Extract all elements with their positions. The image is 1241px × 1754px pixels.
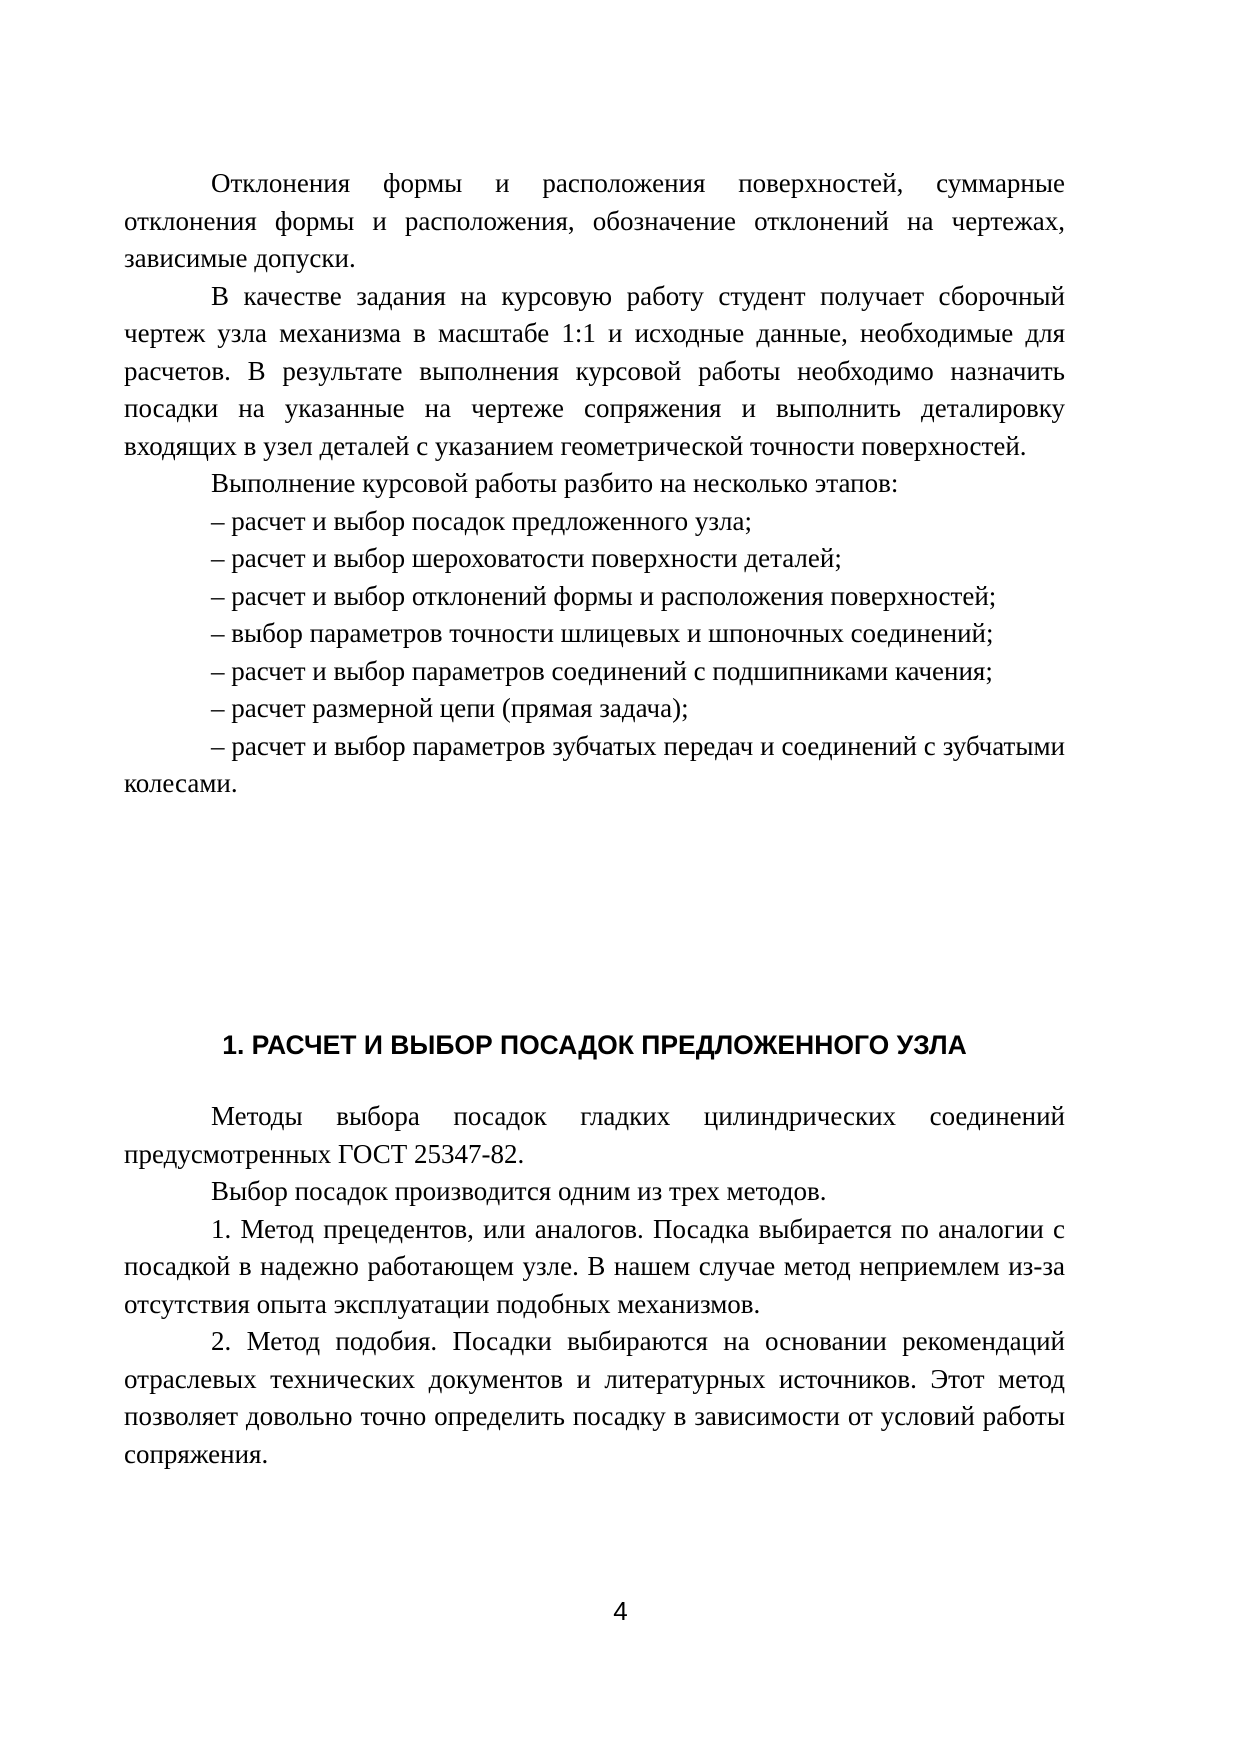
method-1-paragraph: 1. Метод прецедентов, или аналогов. Посадка выбирается по аналогии с посадкой в надежно работающем узле. В нашем случае метод неприемлем из-за отсутствия опыта эксплуатации подобных механизмов.	[124, 1213, 1065, 1319]
stage-item-7: – расчет и выбор параметров зубчатых передач и соединений с зубчатыми колесами.	[124, 730, 1065, 798]
stage-item-5: – расчет и выбор параметров соединений с подшипниками качения;	[211, 655, 993, 686]
section-text	[124, 1098, 1065, 1473]
intro-text	[124, 165, 1065, 803]
stage-item-6: – расчет размерной цепи (прямая задача);	[211, 693, 689, 723]
intro-paragraph-1: Отклонения формы и расположения поверхностей, суммарные отклонения формы и расположения, обозначение отклонений на чертежах, зависимые допуски.	[124, 168, 1065, 273]
intro-paragraph-2: В качестве задания на курсовую работу студент получает сборочный чертеж узла механизма в масштабе 1:1 и исходные данные, необходимые для расчетов. В результате выполнения курсовой работы необходимо назначить посадки на указанные на чертеже сопряжения и выполнить деталировку входящих в узел деталей с указанием геометрической точности поверхностей.	[124, 280, 1065, 461]
method-2-paragraph: 2. Метод подобия. Посадки выбираются на основании рекомендаций отраслевых технических документов и литературных источников. Этот метод позволяет довольно точно определить посадку в зависимости от условий работы сопряжения.	[124, 1326, 1065, 1469]
stage-item-3: – расчет и выбор отклонений формы и расположения поверхностей;	[211, 580, 997, 611]
stages-intro: Выполнение курсовой работы разбито на несколько этапов:	[211, 468, 899, 498]
stage-item-1: – расчет и выбор посадок предложенного узла;	[211, 505, 752, 536]
section-title: 1. РАСЧЕТ И ВЫБОР ПОСАДОК ПРЕДЛОЖЕННОГО УЗЛА	[222, 1030, 967, 1060]
section-paragraph-2: Выбор посадок производится одним из трех методов.	[211, 1176, 827, 1206]
page-number: 4	[613, 1596, 628, 1626]
stage-item-4: – выбор параметров точности шлицевых и шпоночных соединений;	[211, 618, 994, 648]
section-paragraph-1: Методы выбора посадок гладких цилиндрических соединений предусмотренных ГОСТ 25347-82.	[124, 1101, 1065, 1169]
stage-item-2: – расчет и выбор шероховатости поверхности деталей;	[211, 543, 842, 573]
